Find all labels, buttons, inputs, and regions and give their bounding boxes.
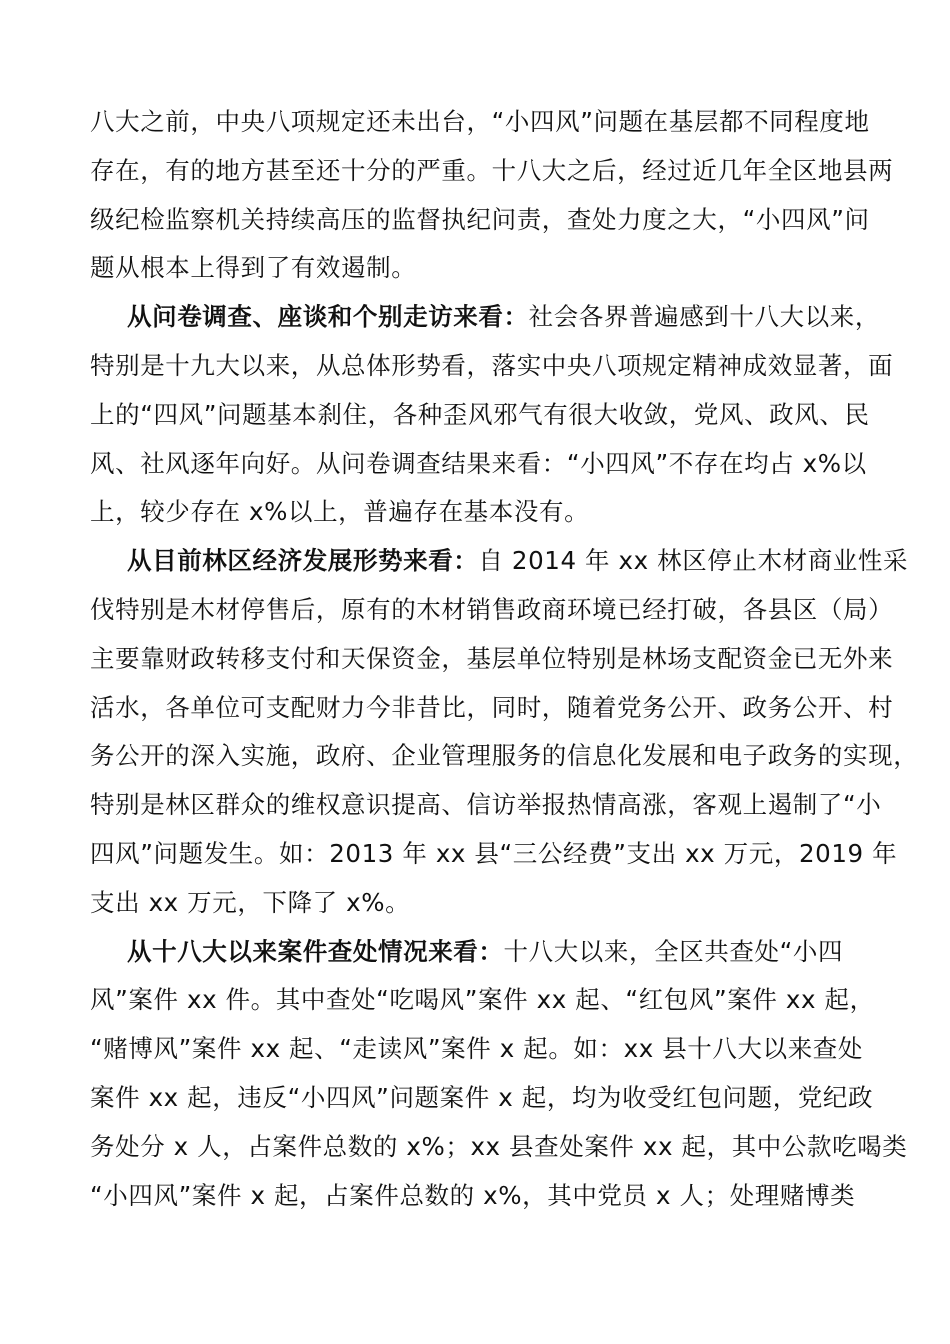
text-line (90, 635, 894, 684)
text-line (90, 586, 894, 635)
line-text: 四风”问题发生。如：2013 年 xx 县“三公经费”支出 xx 万元，2019 年 (90, 838, 898, 868)
line-text: 务公开的深入实施，政府、企业管理服务的信息化发展和电子政务的实现， (90, 741, 919, 771)
line-text: 自 2014 年 xx 林区停止木材商业性采 (478, 546, 909, 576)
text-line (90, 1123, 908, 1172)
paragraph-heading: 从问卷调查、座谈和个别走访来看： (127, 302, 529, 332)
line-text: 务处分 x 人，占案件总数的 x%；xx 县查处案件 xx 起，其中公款吃喝类 (90, 1131, 908, 1161)
line-text: 特别是林区群众的维权意识提高、信访举报热情高涨，客观上遏制了“小 (90, 790, 882, 820)
line-text: 十八大以来，全区共查处“小四 (503, 936, 844, 966)
text-line (90, 684, 894, 733)
line-text: 题从根本上得到了有效遏制。 (90, 253, 417, 283)
line-text: 级纪检监察机关持续高压的监督执纪问责，查处力度之大，“小四风”问 (90, 204, 870, 234)
line-text: 社会各界普遍感到十八大以来， (528, 302, 881, 332)
text-line (90, 1025, 864, 1074)
text-line (90, 732, 919, 781)
text-line (90, 196, 870, 245)
line-text: 风、社风逐年向好。从问卷调查结果来看：“小四风”不存在均占 x%以 (90, 448, 867, 478)
text-line (90, 879, 860, 928)
line-text: 主要靠财政转移支付和天保资金，基层单位特别是林场支配资金已无外来 (90, 643, 894, 673)
line-text: 风”案件 xx 件。其中查处“吃喝风”案件 xx 起、“红包风”案件 xx 起， (90, 985, 875, 1015)
document-body (90, 98, 919, 1220)
line-text: 活水，各单位可支配财力今非昔比，同时，随着党务公开、政务公开、村 (90, 692, 894, 722)
line-text: 伐特别是木材停售后，原有的木材销售政商环境已经打破，各县区（局） (90, 594, 894, 624)
line-text: 上的“四风”问题基本刹住，各种歪风邪气有很大收敛，党风、政风、民 (90, 399, 870, 429)
line-text: 上，较少存在 x%以上，普遍存在基本没有。 (90, 497, 590, 527)
text-line (90, 830, 898, 879)
line-text: “小四风”案件 x 起，占案件总数的 x%，其中党员 x 人；处理赌博类 (90, 1180, 856, 1210)
text-line (90, 488, 860, 537)
text-line (90, 1074, 874, 1123)
line-text: 支出 xx 万元，下降了 x%。 (90, 887, 411, 917)
paragraph-first-line (90, 537, 909, 586)
text-line (90, 147, 894, 196)
line-text: 八大之前，中央八项规定还未出台，“小四风”问题在基层都不同程度地 (90, 107, 870, 136)
text-line (90, 440, 867, 489)
line-text: 案件 xx 起，违反“小四风”问题案件 x 起，均为收受红包问题，党纪政 (90, 1082, 874, 1112)
text-line (90, 98, 870, 147)
line-text: 存在，有的地方甚至还十分的严重。十八大之后，经过近几年全区地县两 (90, 155, 894, 185)
text-line (90, 1172, 860, 1221)
text-line (90, 391, 870, 440)
text-line (90, 342, 894, 391)
line-text: 特别是十九大以来，从总体形势看，落实中央八项规定精神成效显著，面 (90, 350, 894, 380)
paragraph-first-line (90, 293, 881, 342)
line-text: “赌博风”案件 xx 起、“走读风”案件 x 起。如：xx 县十八大以来查处 (90, 1034, 864, 1064)
paragraph-heading: 从十八大以来案件查处情况来看： (127, 936, 504, 966)
text-line (90, 244, 860, 293)
paragraph-heading: 从目前林区经济发展形势来看： (127, 546, 479, 576)
paragraph-first-line (90, 928, 860, 977)
text-line (90, 781, 882, 830)
text-line (90, 976, 875, 1025)
